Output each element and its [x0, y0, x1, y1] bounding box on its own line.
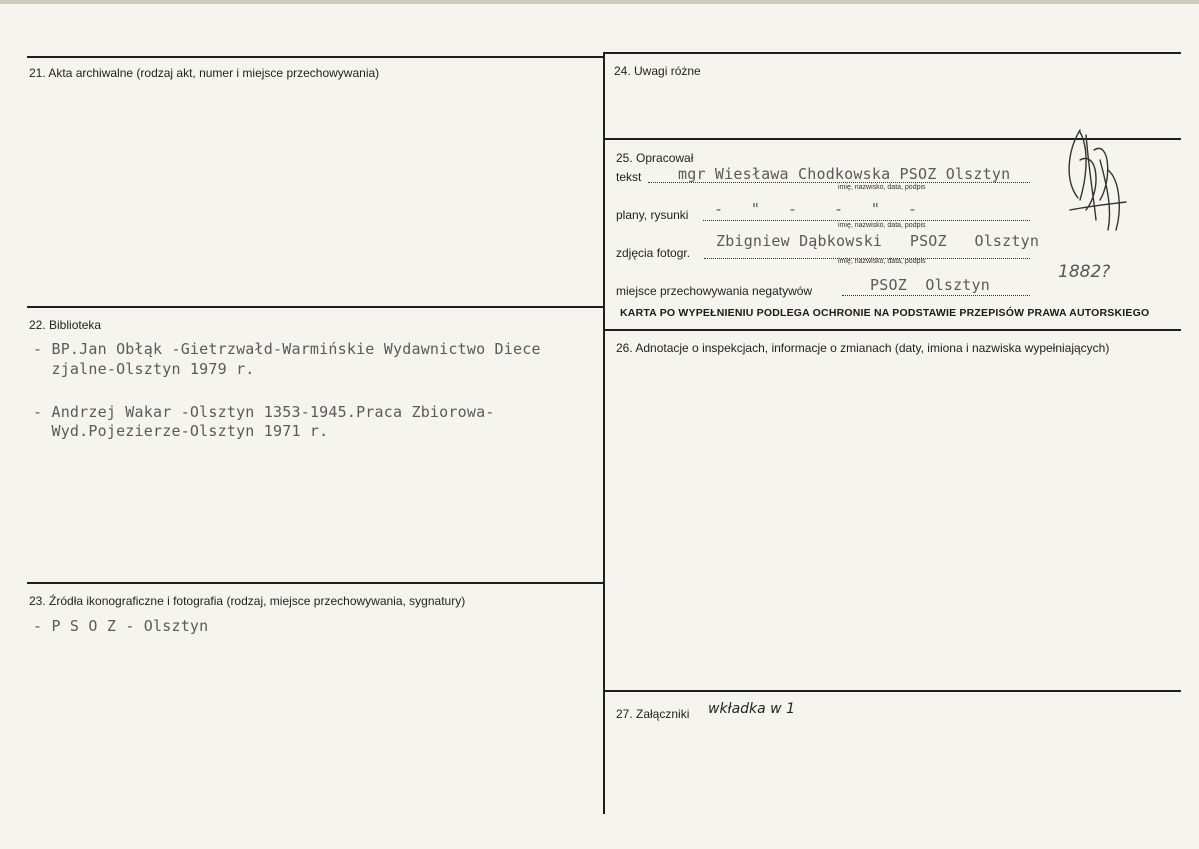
divider-25-26 — [603, 329, 1181, 331]
divider-26-27 — [603, 690, 1181, 692]
miejsce-value: PSOZ Olsztyn — [870, 276, 990, 294]
attachments-handwritten: wkładka w 1 — [708, 701, 795, 717]
plany-value: - " - - " - — [714, 200, 918, 218]
section-22-label: 22. Biblioteka — [29, 318, 102, 332]
bibliography-line-4: Wyd.Pojezierze-Olsztyn 1971 r. — [33, 422, 329, 440]
tekst-caption: imię, nazwisko, data, podpis — [838, 184, 926, 191]
miejsce-dotted-line — [842, 295, 1030, 296]
tekst-value: mgr Wiesława Chodkowska PSOZ Olsztyn — [678, 165, 1011, 183]
section-27-label: 27. Załączniki — [616, 707, 690, 721]
section-26-label: 26. Adnotacje o inspekcjach, informacje o zmianach (daty, imiona i nazwiska wypełniających) — [616, 341, 1110, 355]
zdjecia-value: Zbigniew Dąbkowski PSOZ Olsztyn — [716, 232, 1040, 250]
section-21-label: 21. Akta archiwalne (rodzaj akt, numer i miejsce przechowywania) — [29, 66, 380, 80]
section-25-label: 25. Opracował — [616, 151, 694, 165]
zdjecia-caption: imię, nazwisko, data, podpis — [838, 258, 926, 265]
handwritten-year: 1882? — [1058, 262, 1111, 282]
plany-dotted-line — [703, 220, 1030, 221]
bibliography-line-3: - Andrzej Wakar -Olsztyn 1353-1945.Praca Zbiorowa- — [33, 403, 495, 421]
section-23-label: 23. Źródła ikonograficzne i fotografia (rodzaj, miejsce przechowywania, sygnatury) — [29, 594, 466, 608]
copyright-notice: KARTA PO WYPEŁNIENIU PODLEGA OCHRONIE NA PODSTAWIE PRZEPISÓW PRAWA AUTORSKIEGO — [620, 307, 1150, 319]
miejsce-label: miejsce przechowywania negatywów — [616, 284, 813, 298]
bibliography-line-1: - BP.Jan Obłąk -Gietrzwałd-Warmińskie Wydawnictwo Diece — [33, 340, 541, 358]
signature — [1050, 120, 1130, 245]
divider-top-right — [603, 52, 1181, 54]
zdjecia-label: zdjęcia fotogr. — [616, 246, 691, 260]
plany-caption: imię, nazwisko, data, podpis — [838, 222, 926, 229]
bibliography-line-2: zjalne-Olsztyn 1979 r. — [33, 360, 255, 378]
center-divider — [603, 54, 605, 814]
divider-top-left — [27, 56, 603, 58]
divider-22-23 — [27, 582, 603, 584]
iconography-line: - P S O Z - Olsztyn — [33, 617, 209, 635]
plany-label: plany, rysunki — [616, 208, 689, 222]
divider-21-22 — [27, 306, 603, 308]
tekst-label: tekst — [616, 170, 642, 184]
section-24-label: 24. Uwagi różne — [614, 64, 701, 78]
top-edge — [0, 0, 1199, 4]
